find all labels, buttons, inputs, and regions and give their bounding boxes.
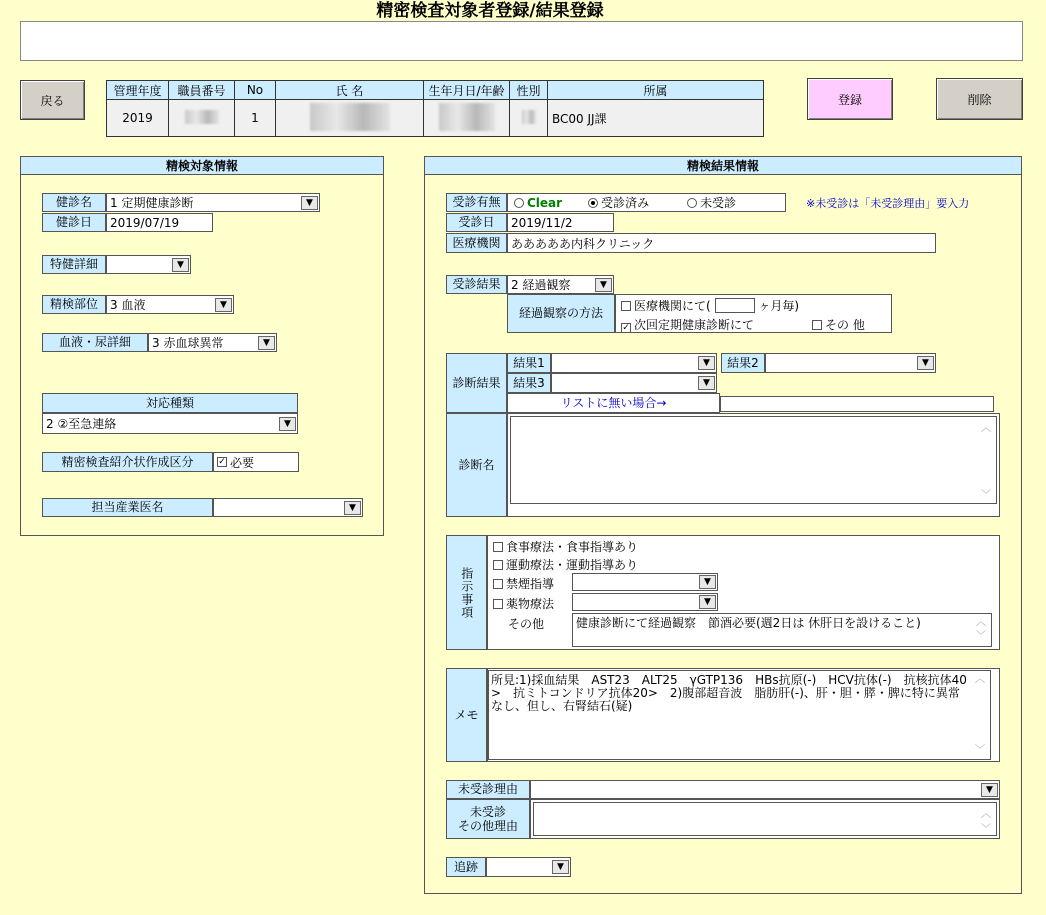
visited-option[interactable]: 受診済み	[601, 196, 650, 210]
register-button[interactable]: 登録	[807, 78, 893, 120]
follow-method-label: 経過観察の方法	[507, 294, 615, 333]
chevron-down-icon[interactable]: ▼	[172, 258, 189, 272]
smoking-option[interactable]: 禁煙指導	[493, 575, 554, 592]
blood-detail-select[interactable]: 3 赤血球異常 ▼	[148, 333, 277, 352]
special-detail-label: 特健詳細	[42, 255, 106, 274]
scrollbar[interactable]	[972, 673, 988, 757]
tracking-select[interactable]	[486, 857, 571, 877]
memo-label: メモ	[446, 668, 487, 762]
chevron-down-icon[interactable]: ▼	[279, 417, 296, 431]
checkbox-icon[interactable]	[621, 301, 631, 311]
radio-done-icon[interactable]	[588, 198, 598, 208]
result3-select[interactable]	[551, 373, 717, 393]
department-value: BC00 JJ課	[548, 100, 764, 137]
months-input[interactable]	[715, 298, 755, 313]
col-employee-id: 職員番号	[169, 81, 235, 100]
scroll-down-icon[interactable]: ﹀	[975, 745, 985, 756]
employee-id-value	[169, 100, 235, 137]
referral-checkbox[interactable]: ✓ 必要	[213, 452, 299, 472]
scroll-down-icon[interactable]: ﹀	[981, 824, 991, 835]
chevron-down-icon[interactable]: ▼	[552, 860, 569, 874]
radio-not-icon[interactable]	[687, 198, 697, 208]
chevron-down-icon[interactable]: ▼	[595, 278, 612, 292]
diagnosis-name-area	[507, 413, 1000, 517]
chevron-down-icon[interactable]: ▼	[699, 595, 716, 609]
diagnosis-name-textarea[interactable]	[510, 416, 997, 504]
col-name: 氏 名	[276, 81, 424, 100]
chevron-down-icon[interactable]: ▼	[981, 783, 998, 797]
smoking-select[interactable]	[572, 573, 718, 591]
doctor-select[interactable]	[213, 498, 363, 517]
exam-name-label: 健診名	[42, 193, 106, 212]
scrollbar[interactable]	[973, 616, 989, 644]
clinic-input[interactable]: あああああ内科クリニック	[507, 233, 936, 253]
no-visit-reason-select[interactable]	[530, 780, 1000, 799]
clinic-label: 医療機関	[446, 233, 507, 253]
result1-label: 結果1	[507, 353, 551, 373]
chevron-down-icon[interactable]: ▼	[698, 356, 715, 370]
tracking-label: 追跡	[446, 857, 486, 877]
no-value: 1	[235, 100, 276, 137]
clear-option[interactable]: Clear	[527, 195, 563, 210]
no-visit-reason-label: 未受診理由	[446, 780, 530, 799]
page-title: 精密検査対象者登録/結果登録	[376, 1, 604, 21]
follow-checkup-option[interactable]: ✓ 次回定期健康診断にて	[622, 318, 755, 333]
drug-select[interactable]	[572, 593, 718, 611]
chevron-down-icon[interactable]: ▼	[917, 356, 934, 370]
not-visited-note: ※未受診は「未受診理由」要入力	[806, 197, 970, 210]
diagnosis-name-label: 診断名	[446, 413, 507, 517]
memo-textarea[interactable]: 所見:1)採血結果 AST23 ALT25 γGTP136 HBs抗原(-) HCV抗体(-) 抗核抗体40> 抗ミトコンドリア抗体20> 2)腹部超音波 脂肪肝(-)、肝・胆・膵・脾に特に異常なし、但し、右腎結石(疑) ︿ ﹀	[488, 670, 991, 760]
exam-date-input[interactable]: 2019/07/19	[106, 213, 213, 232]
chevron-down-icon[interactable]: ▼	[215, 298, 232, 312]
no-visit-other-textarea[interactable]	[533, 802, 997, 836]
col-department: 所属	[548, 81, 764, 100]
follow-clinic-option[interactable]: 医療機関にて( ヶ月毎)	[621, 297, 799, 314]
gender-value	[510, 100, 548, 137]
exam-part-label: 精検部位	[42, 295, 106, 314]
not-in-list-label: リストに無い場合→	[507, 393, 720, 413]
visit-result-label: 受診結果	[446, 275, 507, 294]
chevron-down-icon[interactable]: ▼	[698, 376, 715, 390]
scrollbar[interactable]	[978, 419, 994, 501]
not-visited-option[interactable]: 未受診	[700, 196, 737, 210]
scrollbar[interactable]	[978, 805, 994, 833]
exam-date-label: 健診日	[42, 213, 106, 232]
checkbox-icon[interactable]	[493, 579, 503, 589]
not-in-list-input[interactable]	[720, 396, 994, 412]
message-area	[20, 21, 1023, 61]
other-instruction-textarea[interactable]: 健康診断にて経過観察 節酒必要(週2日は 休肝日を設けること) ︿ ﹀	[572, 613, 992, 647]
diet-option[interactable]: 食事療法・食事指導あり	[493, 538, 638, 555]
blood-detail-label: 血液・尿詳細	[42, 333, 148, 352]
chevron-down-icon[interactable]: ▼	[344, 501, 361, 515]
back-button[interactable]: 戻る	[20, 80, 85, 120]
result2-select[interactable]	[765, 353, 936, 373]
name-value	[276, 100, 424, 137]
radio-clear-icon[interactable]	[514, 198, 524, 208]
instructions-label: 指示事項	[446, 535, 487, 650]
doctor-label: 担当産業医名	[42, 498, 213, 517]
exam-name-select[interactable]: 1 定期健康診断 ▼	[106, 193, 320, 212]
target-info-title: 精検対象情報	[21, 157, 383, 175]
checkbox-icon[interactable]	[812, 320, 822, 330]
special-detail-select[interactable]	[106, 255, 191, 274]
col-no: No	[235, 81, 276, 100]
drug-option[interactable]: 薬物療法	[493, 595, 554, 612]
response-type-select[interactable]: 2 ②至急連絡 ▼	[42, 413, 298, 434]
referral-label: 精密検査紹介状作成区分	[42, 452, 213, 472]
col-year: 管理年度	[107, 81, 169, 100]
scroll-up-icon[interactable]: ︿	[975, 674, 985, 685]
checkbox-icon[interactable]	[493, 599, 503, 609]
checkbox-icon[interactable]	[493, 542, 503, 552]
chevron-down-icon[interactable]: ▼	[258, 336, 275, 350]
visit-date-input[interactable]: 2019/11/2	[507, 213, 614, 232]
scroll-up-icon[interactable]: ︿	[981, 423, 991, 434]
result1-select[interactable]	[551, 353, 717, 373]
checkbox-checked-icon[interactable]: ✓	[218, 457, 226, 467]
employee-info-table	[106, 80, 764, 137]
checkbox-checked-icon[interactable]: ✓	[622, 323, 630, 333]
scroll-down-icon[interactable]: ﹀	[976, 631, 986, 642]
result3-label: 結果3	[507, 373, 551, 393]
visit-status-label: 受診有無	[446, 193, 507, 212]
response-type-label: 対応種類	[42, 393, 298, 413]
chevron-down-icon[interactable]: ▼	[699, 575, 716, 589]
col-birth-age: 生年月日/年齢	[424, 81, 510, 100]
scroll-down-icon[interactable]: ﹀	[981, 490, 991, 501]
year-value: 2019	[107, 100, 169, 137]
col-gender: 性別	[510, 81, 548, 100]
visit-status-radio-group	[507, 193, 786, 212]
birth-age-value	[424, 100, 510, 137]
result-info-title: 精検結果情報	[425, 157, 1021, 175]
no-visit-other-area	[530, 799, 1000, 839]
follow-method-box	[615, 294, 892, 333]
scroll-up-icon[interactable]: ︿	[981, 809, 991, 820]
diagnosis-result-label: 診断結果	[446, 353, 507, 413]
memo-area	[487, 668, 1000, 762]
visit-date-label: 受診日	[446, 213, 507, 232]
no-visit-other-label: 未受診 その他理由	[446, 799, 530, 839]
other-instruction-label: その他	[508, 617, 545, 631]
instructions-box	[487, 535, 1000, 650]
visit-result-select[interactable]: 2 経過観察 ▼	[507, 275, 614, 294]
chevron-down-icon[interactable]: ▼	[301, 196, 318, 210]
exercise-option[interactable]: 運動療法・運動指導あり	[493, 556, 638, 573]
follow-other-option[interactable]: その 他	[812, 316, 865, 333]
scroll-up-icon[interactable]: ︿	[976, 617, 986, 628]
delete-button[interactable]: 削除	[936, 78, 1023, 120]
exam-part-select[interactable]: 3 血液 ▼	[106, 295, 234, 314]
result2-label: 結果2	[721, 353, 765, 373]
checkbox-icon[interactable]	[493, 560, 503, 570]
